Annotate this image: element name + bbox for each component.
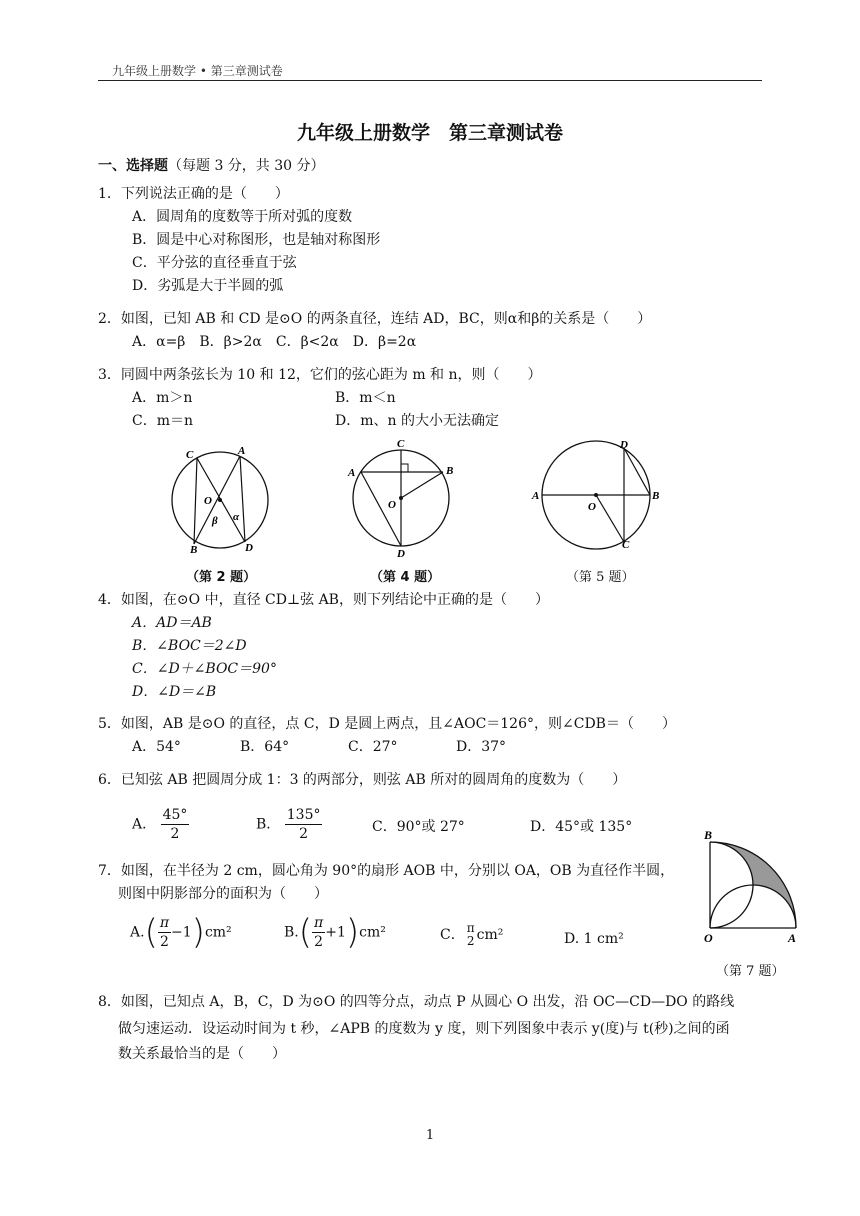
q1-option-c: C．平分弦的直径垂直于弦 <box>132 255 297 271</box>
q6-option-b <box>256 806 322 843</box>
figure-q4 <box>340 436 465 562</box>
fig4-label-a: A <box>348 467 356 479</box>
q5-option-a: A．54° <box>132 739 181 755</box>
fig5-label-b: B <box>652 490 660 502</box>
section-heading <box>98 156 325 176</box>
q6-option-b-num: 135° <box>286 807 321 823</box>
q5-option-b: B．64° <box>240 739 290 755</box>
q1-option-b: B．圆是中心对称图形，也是轴对称图形 <box>132 232 381 248</box>
q7-option-c-prefix: C． <box>440 927 465 943</box>
q1-option-d: D．劣弧是大于半圆的弧 <box>132 278 284 294</box>
q6-stem: 6．已知弦 AB 把圆周分成 1：3 的两部分，则弦 AB 所对的圆周角的度数为（ ） <box>98 772 627 788</box>
fig5-caption: （第 5 题） <box>566 570 635 585</box>
header-rule <box>98 80 762 81</box>
fig5-label-c: C <box>622 539 630 551</box>
q7-option-a-tail: −1 <box>171 924 192 941</box>
q5-option-c: C．27° <box>348 739 398 755</box>
q1-option-a: A．圆周角的度数等于所对弧的度数 <box>132 209 353 225</box>
section-label: 一、选择题 <box>98 158 168 174</box>
q7-option-b: B.( $\frac{\pi}{2}$ +1)cm² <box>284 912 386 953</box>
q3-stem: 3．同圆中两条弦长为 10 和 12，它们的弦心距为 m 和 n，则（ ） <box>98 367 542 383</box>
q7-option-b-den: 2 <box>314 934 324 950</box>
q7-option-a-prefix: A. <box>130 924 145 941</box>
q7-option-b-tail: +1 <box>325 924 346 941</box>
q6-option-d: D．45°或 135° <box>530 819 633 835</box>
q8-line2: 做匀速运动．设运动时间为 t 秒，∠APB 的度数为 y 度，则下列图象中表示 y(度)与 t(秒)之间的函 <box>118 1021 730 1037</box>
q5-option-d: D．37° <box>456 739 507 755</box>
q4-stem: 4．如图，在⊙O 中，直径 CD⊥弦 AB，则下列结论中正确的是（ ） <box>98 592 549 608</box>
q7-option-c-fraction <box>465 922 477 948</box>
q7-option-b-fraction <box>312 914 325 951</box>
q5-stem: 5．如图，AB 是⊙O 的直径，点 C，D 是圆上两点，且∠AOC＝126°，则∠CDB＝（ ） <box>98 716 676 732</box>
q6-option-a-den: 2 <box>170 826 180 842</box>
section-note: （每题 3 分，共 30 分） <box>168 158 325 174</box>
q4-option-b: B．∠BOC＝2∠D <box>132 638 247 654</box>
q6-option-a <box>132 806 189 843</box>
fig5-label-d: D <box>620 439 628 451</box>
q7-option-c-num: π <box>466 921 475 935</box>
q3-option-b: B．m＜n <box>335 390 396 406</box>
q2-stem: 2．如图，已知 AB 和 CD 是⊙O 的两条直径，连结 AD，BC，则α和β的关系是（ ） <box>98 311 652 327</box>
fig2-label-o: O <box>204 495 212 507</box>
fig4-label-b: B <box>446 465 454 477</box>
q6-option-b-prefix: B． <box>256 816 281 833</box>
q7-option-a-fraction <box>158 914 171 951</box>
fig4-label-o: O <box>388 499 396 511</box>
q7-option-d: D. 1 cm² <box>564 931 624 947</box>
fig5-label-o: O <box>588 501 596 513</box>
fig2-label-b: B <box>190 544 198 556</box>
fig4-label-d: D <box>397 548 405 560</box>
fig7-label-o: O <box>704 931 713 945</box>
q6-option-a-fraction <box>161 806 190 843</box>
q7-option-b-unit: cm² <box>359 924 386 941</box>
fig7-label-a: A <box>788 931 797 945</box>
fig7-label-b: B <box>704 828 713 842</box>
q7-option-b-prefix: B. <box>284 924 299 941</box>
fig2-label-beta: β <box>212 515 218 527</box>
fig5-label-a: A <box>532 490 540 502</box>
fig2-caption: （第 2 题） <box>186 570 257 585</box>
q7-option-a-unit: cm² <box>204 924 232 941</box>
figure-q7 <box>700 826 804 950</box>
q6-option-b-fraction <box>285 806 323 843</box>
figure-q2 <box>160 438 280 562</box>
q4-option-a: A．AD＝AB <box>132 615 212 631</box>
q6-option-b-den: 2 <box>299 826 309 842</box>
q7-stem-line2: 则图中阴影部分的面积为（ ） <box>118 886 328 902</box>
q3-option-a: A．m＞n <box>132 390 193 406</box>
fig2-label-a: A <box>238 445 246 457</box>
q7-option-a: A.( $\frac{\pi}{2}$ −1)cm² <box>130 912 232 953</box>
page-number: 1 <box>425 1128 435 1143</box>
fig4-label-c: C <box>397 438 405 450</box>
q3-option-d: D．m、n 的大小无法确定 <box>335 413 499 429</box>
q6-option-a-num: 45° <box>162 807 188 823</box>
q1-stem: 1．下列说法正确的是（ ） <box>98 186 289 202</box>
q4-option-d: D．∠D＝∠B <box>132 684 217 700</box>
q8-line1: 8．如图，已知点 A，B，C，D 为⊙O 的四等分点，动点 P 从圆心 O 出发，沿 OC—CD—DO 的路线 <box>98 994 735 1010</box>
q6-option-c: C．90°或 27° <box>372 819 465 835</box>
q7-option-a-num: π <box>159 915 170 931</box>
fig2-label-d: D <box>245 542 253 554</box>
running-header: 九年级上册数学 • 第三章测试卷 <box>112 64 283 78</box>
q7-option-c-unit: cm² <box>476 927 504 943</box>
figure-q5 <box>528 436 668 562</box>
q7-option-a-den: 2 <box>159 934 169 950</box>
q3-option-c: C．m＝n <box>132 413 194 429</box>
q2-options: A．α=β B．β>2α C．β<2α D．β=2α <box>132 334 417 350</box>
q7-option-c <box>440 922 503 948</box>
q4-option-c: C．∠D＋∠BOC＝90° <box>132 661 277 677</box>
q7-option-b-num: π <box>314 915 324 931</box>
page-title: 九年级上册数学 第三章测试卷 <box>296 122 563 144</box>
fig7-caption: （第 7 题） <box>716 964 785 979</box>
q7-stem-line1: 7．如图，在半径为 2 cm，圆心角为 90°的扇形 AOB 中，分别以 OA，OB 为直径作半圆， <box>98 863 675 879</box>
q8-line3: 数关系最恰当的是（ ） <box>118 1046 286 1062</box>
fig4-caption: （第 4 题） <box>370 570 441 585</box>
fig2-label-alpha: α <box>233 511 240 523</box>
fig2-label-c: C <box>186 449 194 461</box>
q7-option-c-den: 2 <box>466 934 475 948</box>
q6-option-a-prefix: A． <box>132 816 157 833</box>
